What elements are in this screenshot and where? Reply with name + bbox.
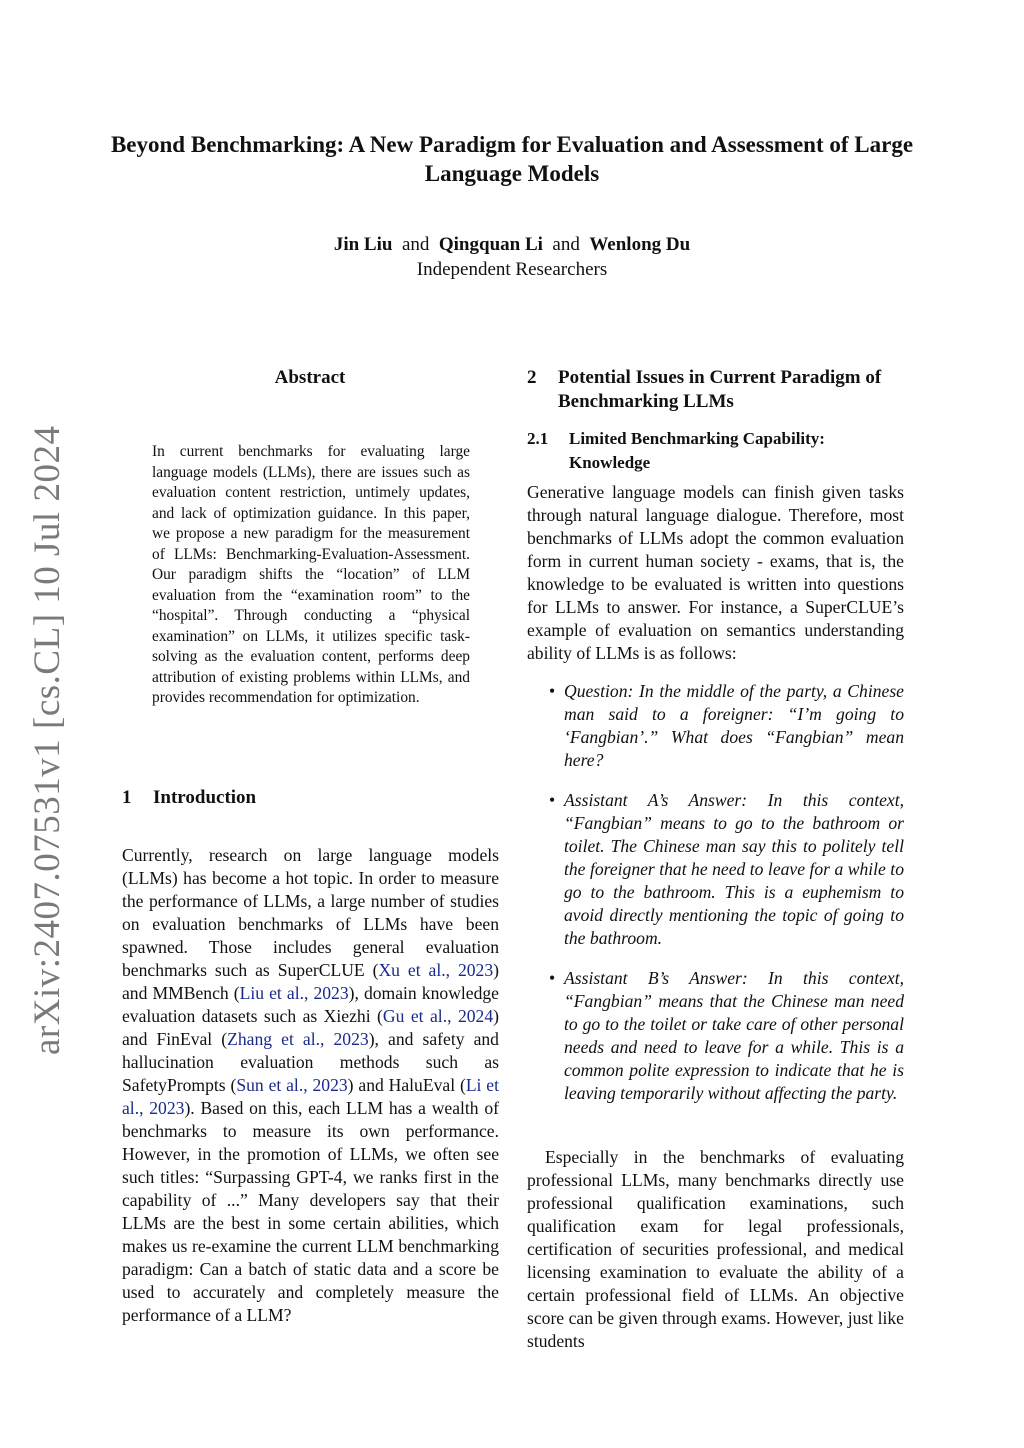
text-segment: ) and HaluEval ( bbox=[347, 1075, 466, 1095]
text-segment: ). Based on this, each LLM has a wealth of benchmarks to measure its own performance. However, in the promotion of LLMs, we often see such titles: “Surpassing GPT-4, we ranks first in the capability of ...” Many developers say that their LLMs are the best in some certain abilities, which makes us re-examine the current LLM benchmarking paradigm: Can a batch of static data and a score be used to accurately and completely measure the performance of a LLM? bbox=[122, 1098, 499, 1325]
author-list bbox=[100, 233, 924, 257]
example-list bbox=[527, 680, 904, 1122]
paper-title: Beyond Benchmarking: A New Paradigm for Evaluation and Assessment of Large Language Models bbox=[110, 132, 914, 186]
subsection-heading bbox=[527, 427, 907, 475]
section2-paragraph: Generative language models can finish given tasks through natural language dialogue. Therefore, most benchmarks of LLMs adopt the common evaluation form in current human society - exams, that is, the knowledge to be evaluated is written into questions for LLMs to answer. For instance, a SuperCLUE’s example of evaluation on semantics understanding ability of LLMs is as follows: bbox=[527, 482, 904, 663]
citation-link[interactable]: Gu et al., 2024 bbox=[382, 1006, 494, 1026]
bullet-icon: • bbox=[549, 790, 556, 810]
list-item-text: Assistant A’s Answer: In this context, “Fangbian” means to go to the bathroom or toilet. The Chinese man say this to politely tell the foreigner that he need to leave for a while to go to the bathroom. This is a euphemism to avoid directly mentioning the topic of going to the bathroom. bbox=[564, 790, 904, 948]
citation-link[interactable]: Liu et al., 2023 bbox=[239, 983, 349, 1003]
author-name: Jin Liu bbox=[333, 234, 393, 255]
section-number: 2 bbox=[527, 367, 537, 388]
text-segment: ), domain knowledge evaluation datasets such as Xiezhi ( bbox=[122, 983, 499, 1026]
section-title: Introduction bbox=[153, 787, 257, 808]
abstract-heading: Abstract bbox=[274, 367, 346, 388]
affiliation: Independent Researchers bbox=[416, 259, 608, 280]
introduction-paragraph bbox=[122, 844, 499, 1327]
section-heading-potential-issues bbox=[527, 366, 907, 414]
section2-paragraph: Especially in the benchmarks of evaluating professional LLMs, many benchmarks directly use professional qualification examinations, such qualification exam for legal professionals, certification of securities professional, and medical licensing examination to evaluate the ability of a certain professional field of LLMs. An objective score can be given through exams. However, just like students bbox=[527, 1147, 904, 1351]
author-separator: and bbox=[552, 234, 580, 255]
subsection-number: 2.1 bbox=[527, 429, 549, 448]
citation-link[interactable]: Xu et al., 2023 bbox=[378, 960, 494, 980]
bullet-icon: • bbox=[549, 968, 556, 988]
citation-link[interactable]: Sun et al., 2023 bbox=[236, 1075, 348, 1095]
author-separator: and bbox=[401, 234, 430, 255]
list-item bbox=[527, 789, 904, 950]
citation-link[interactable]: Li et al., 2023 bbox=[122, 1075, 500, 1118]
text-segment: ) and FinEval ( bbox=[122, 1006, 499, 1049]
section-number: 1 bbox=[122, 787, 132, 808]
list-item bbox=[527, 680, 904, 772]
list-item-text: Question: In the middle of the party, a Chinese man said to a foreigner: “I’m going to ‘Fangbian’.” What does “Fangbian” mean here? bbox=[564, 681, 904, 770]
citation-link[interactable]: Zhang et al., 2023 bbox=[227, 1029, 369, 1049]
arxiv-identifier: arXiv:2407.07531v1 [cs.CL] 10 Jul 2024 bbox=[27, 425, 68, 1055]
text-segment: ), and safety and hallucination evaluation methods such as SafetyPrompts ( bbox=[122, 1029, 499, 1095]
list-item-text: Assistant B’s Answer: In this context, “Fangbian” means that the Chinese man need to go to the toilet or take care of other personal needs and need to leave for a while. This is a common polite expression to indicate that he is leaving temporarily without affecting the party. bbox=[564, 968, 904, 1103]
author-name: Wenlong Du bbox=[589, 234, 691, 255]
bullet-icon: • bbox=[549, 681, 556, 701]
section-heading-introduction bbox=[122, 786, 256, 810]
text-segment: ) and MMBench ( bbox=[122, 960, 499, 1003]
subsection-title: Limited Benchmarking Capability: Knowledge bbox=[569, 429, 825, 472]
list-item bbox=[527, 967, 904, 1105]
section-title: Potential Issues in Current Paradigm of Benchmarking LLMs bbox=[558, 367, 882, 412]
text-segment: Currently, research on large language models (LLMs) has become a hot topic. In order to measure the performance of LLMs, a large number of studies on evaluation benchmarks of LLMs have been spawned. Those includes general evaluation benchmarks such as SuperCLUE ( bbox=[122, 845, 499, 980]
author-name: Qingquan Li bbox=[438, 234, 543, 255]
abstract-text: In current benchmarks for evaluating large language models (LLMs), there are issues such as evaluation content restriction, untimely updates, and lack of optimization guidance. In this paper, we propose a new paradigm for the measurement of LLMs: Benchmarking-Evaluation-Assessment. Our paradigm shifts the “location” of LLM evaluation from the “examination room” to the “hospital”. Through conducting a “physical examination” on LLMs, it utilizes specific task-solving as the evaluation content, performs deep attribution of existing problems within LLMs, and provides recommendation for optimization. bbox=[152, 443, 470, 706]
